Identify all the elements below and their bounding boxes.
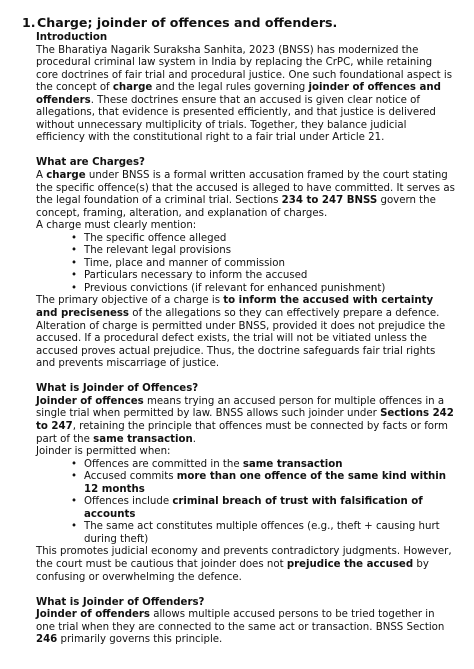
list-item: • The specific offence alleged bbox=[36, 233, 456, 246]
joinder-conclusion-paragraph bbox=[36, 546, 456, 584]
charges-list-intro: A charge must clearly mention: bbox=[36, 220, 197, 232]
charges-objective-text-2: of the allegations so they can effectively prepare a defence. Alteration of charge is permitted under BNSS, provided it does not prejudice the accused. If a procedural defect exists, the trial will not be vitiated unless the accused proves actual prejudice. Thus, the doctrine safeguards fair trial rights and prevents miscarriage of justice. bbox=[36, 308, 446, 370]
joinder-offences-text-1: means trying an accused person for multiple offences in a single trial when permitted by law. BNSS allows such joinder under bbox=[36, 395, 445, 420]
joinder-offenders-bold-section: 246 bbox=[36, 634, 58, 646]
list-item bbox=[36, 471, 456, 496]
introduction-text-2: and the legal rules governing bbox=[152, 82, 309, 94]
list-item bbox=[36, 496, 456, 521]
joinder-offenders-bold-term: Joinder of offenders bbox=[36, 609, 150, 621]
charges-paragraph bbox=[36, 170, 456, 220]
charges-text-3: govern the concept, framing, alteration, and explanation of charges. bbox=[36, 195, 436, 219]
section-title bbox=[22, 15, 454, 30]
introduction-paragraph bbox=[36, 45, 456, 145]
charges-text-2: under BNSS is a formal written accusation framed by the court stating the specific offence(s) that the accused is alleged to have committed. It serves as the legal foundation of a criminal trial. Sections bbox=[36, 170, 455, 207]
joinder-conclusion-text-1: This promotes judicial economy and prevents contradictory judgments. However, the court must be cautious that joinder does not bbox=[36, 546, 452, 570]
charges-objective-bold: to inform the accused with certainty and preciseness bbox=[36, 295, 434, 320]
section-title-text: Charge; joinder of offences and offenders. bbox=[37, 15, 338, 30]
introduction-text-3: . These doctrines ensure that an accused is given clear notice of allegations, that evidence is presented efficiently, and that justice is delivered without unnecessary multiplicity of trials. Together, they balance judicial efficiency with the constitutional right to a fair trial under Article 21. bbox=[36, 94, 436, 144]
joinder-offences-bold-transaction: same transaction bbox=[93, 433, 193, 445]
list-item bbox=[36, 459, 456, 472]
list-item: • The relevant legal provisions bbox=[36, 245, 456, 258]
joinder-offenders-text-2: primarily governs this principle. bbox=[57, 634, 223, 646]
joinder-offences-paragraph bbox=[36, 396, 456, 446]
list-item: • Previous convictions (if relevant for enhanced punishment) bbox=[36, 283, 456, 296]
joinder-offences-heading: What is Joinder of Offences? bbox=[36, 383, 199, 395]
list-item-bold: criminal breach of trust with falsification of accounts bbox=[84, 496, 423, 520]
list-item-bold: more than one offence of the same kind within 12 months bbox=[84, 471, 446, 495]
joinder-offenders-paragraph bbox=[36, 609, 456, 647]
document-body bbox=[36, 32, 456, 647]
list-item-text: Offences include bbox=[84, 496, 173, 508]
list-item-text: Offences are committed in the bbox=[84, 458, 243, 470]
introduction-text-1: The Bharatiya Nagarik Suraksha Sanhita, 2023 (BNSS) has modernized the procedural criminal law system in India by replacing the CrPC, while retaining core doctrines of fair trial and procedural justice. One such foundational aspect is the concept of bbox=[36, 44, 453, 94]
list-item-bold: same transaction bbox=[242, 458, 343, 470]
list-item-text: Accused commits bbox=[84, 471, 177, 483]
joinder-offences-text-3: . bbox=[192, 433, 197, 445]
list-item-text: The same act constitutes multiple offences (e.g., theft + causing hurt during theft) bbox=[84, 521, 440, 545]
charges-bold-sections: 234 to 247 BNSS bbox=[281, 195, 378, 207]
joinder-offences-bold-term: Joinder of offences bbox=[36, 395, 144, 407]
joinder-list bbox=[36, 459, 456, 547]
joinder-list-intro: Joinder is permitted when: bbox=[36, 446, 171, 458]
section-number: 1. bbox=[22, 15, 36, 30]
introduction-heading: Introduction bbox=[36, 32, 108, 43]
charges-list bbox=[36, 233, 456, 296]
charges-objective-paragraph bbox=[36, 295, 456, 370]
joinder-offences-bold-sections: Sections 242 to 247 bbox=[36, 408, 454, 432]
joinder-offences-text-2: , retaining the principle that offences must be connected by facts or form part of the bbox=[36, 420, 448, 445]
list-item: • Particulars necessary to inform the accused bbox=[36, 270, 456, 283]
list-item: • Time, place and manner of commission bbox=[36, 258, 456, 271]
joinder-offenders-text-1: allows multiple accused persons to be tried together in one trial when they are connected to the same act or transaction. BNSS Section bbox=[36, 609, 445, 633]
joinder-conclusion-text-2: by confusing or overwhelming the defence. bbox=[36, 558, 429, 583]
charges-text-1: A bbox=[36, 170, 47, 182]
list-item bbox=[36, 521, 456, 546]
charges-objective-text-1: The primary objective of a charge is bbox=[36, 295, 224, 307]
joinder-conclusion-bold: prejudice the accused bbox=[286, 558, 414, 570]
introduction-bold-charge: charge bbox=[112, 82, 153, 94]
charges-bold-charge: charge bbox=[46, 170, 86, 182]
joinder-offenders-heading: What is Joinder of Offenders? bbox=[36, 596, 205, 608]
introduction-bold-joinder: joinder of offences and offenders bbox=[36, 82, 441, 106]
charges-heading: What are Charges? bbox=[36, 157, 145, 169]
